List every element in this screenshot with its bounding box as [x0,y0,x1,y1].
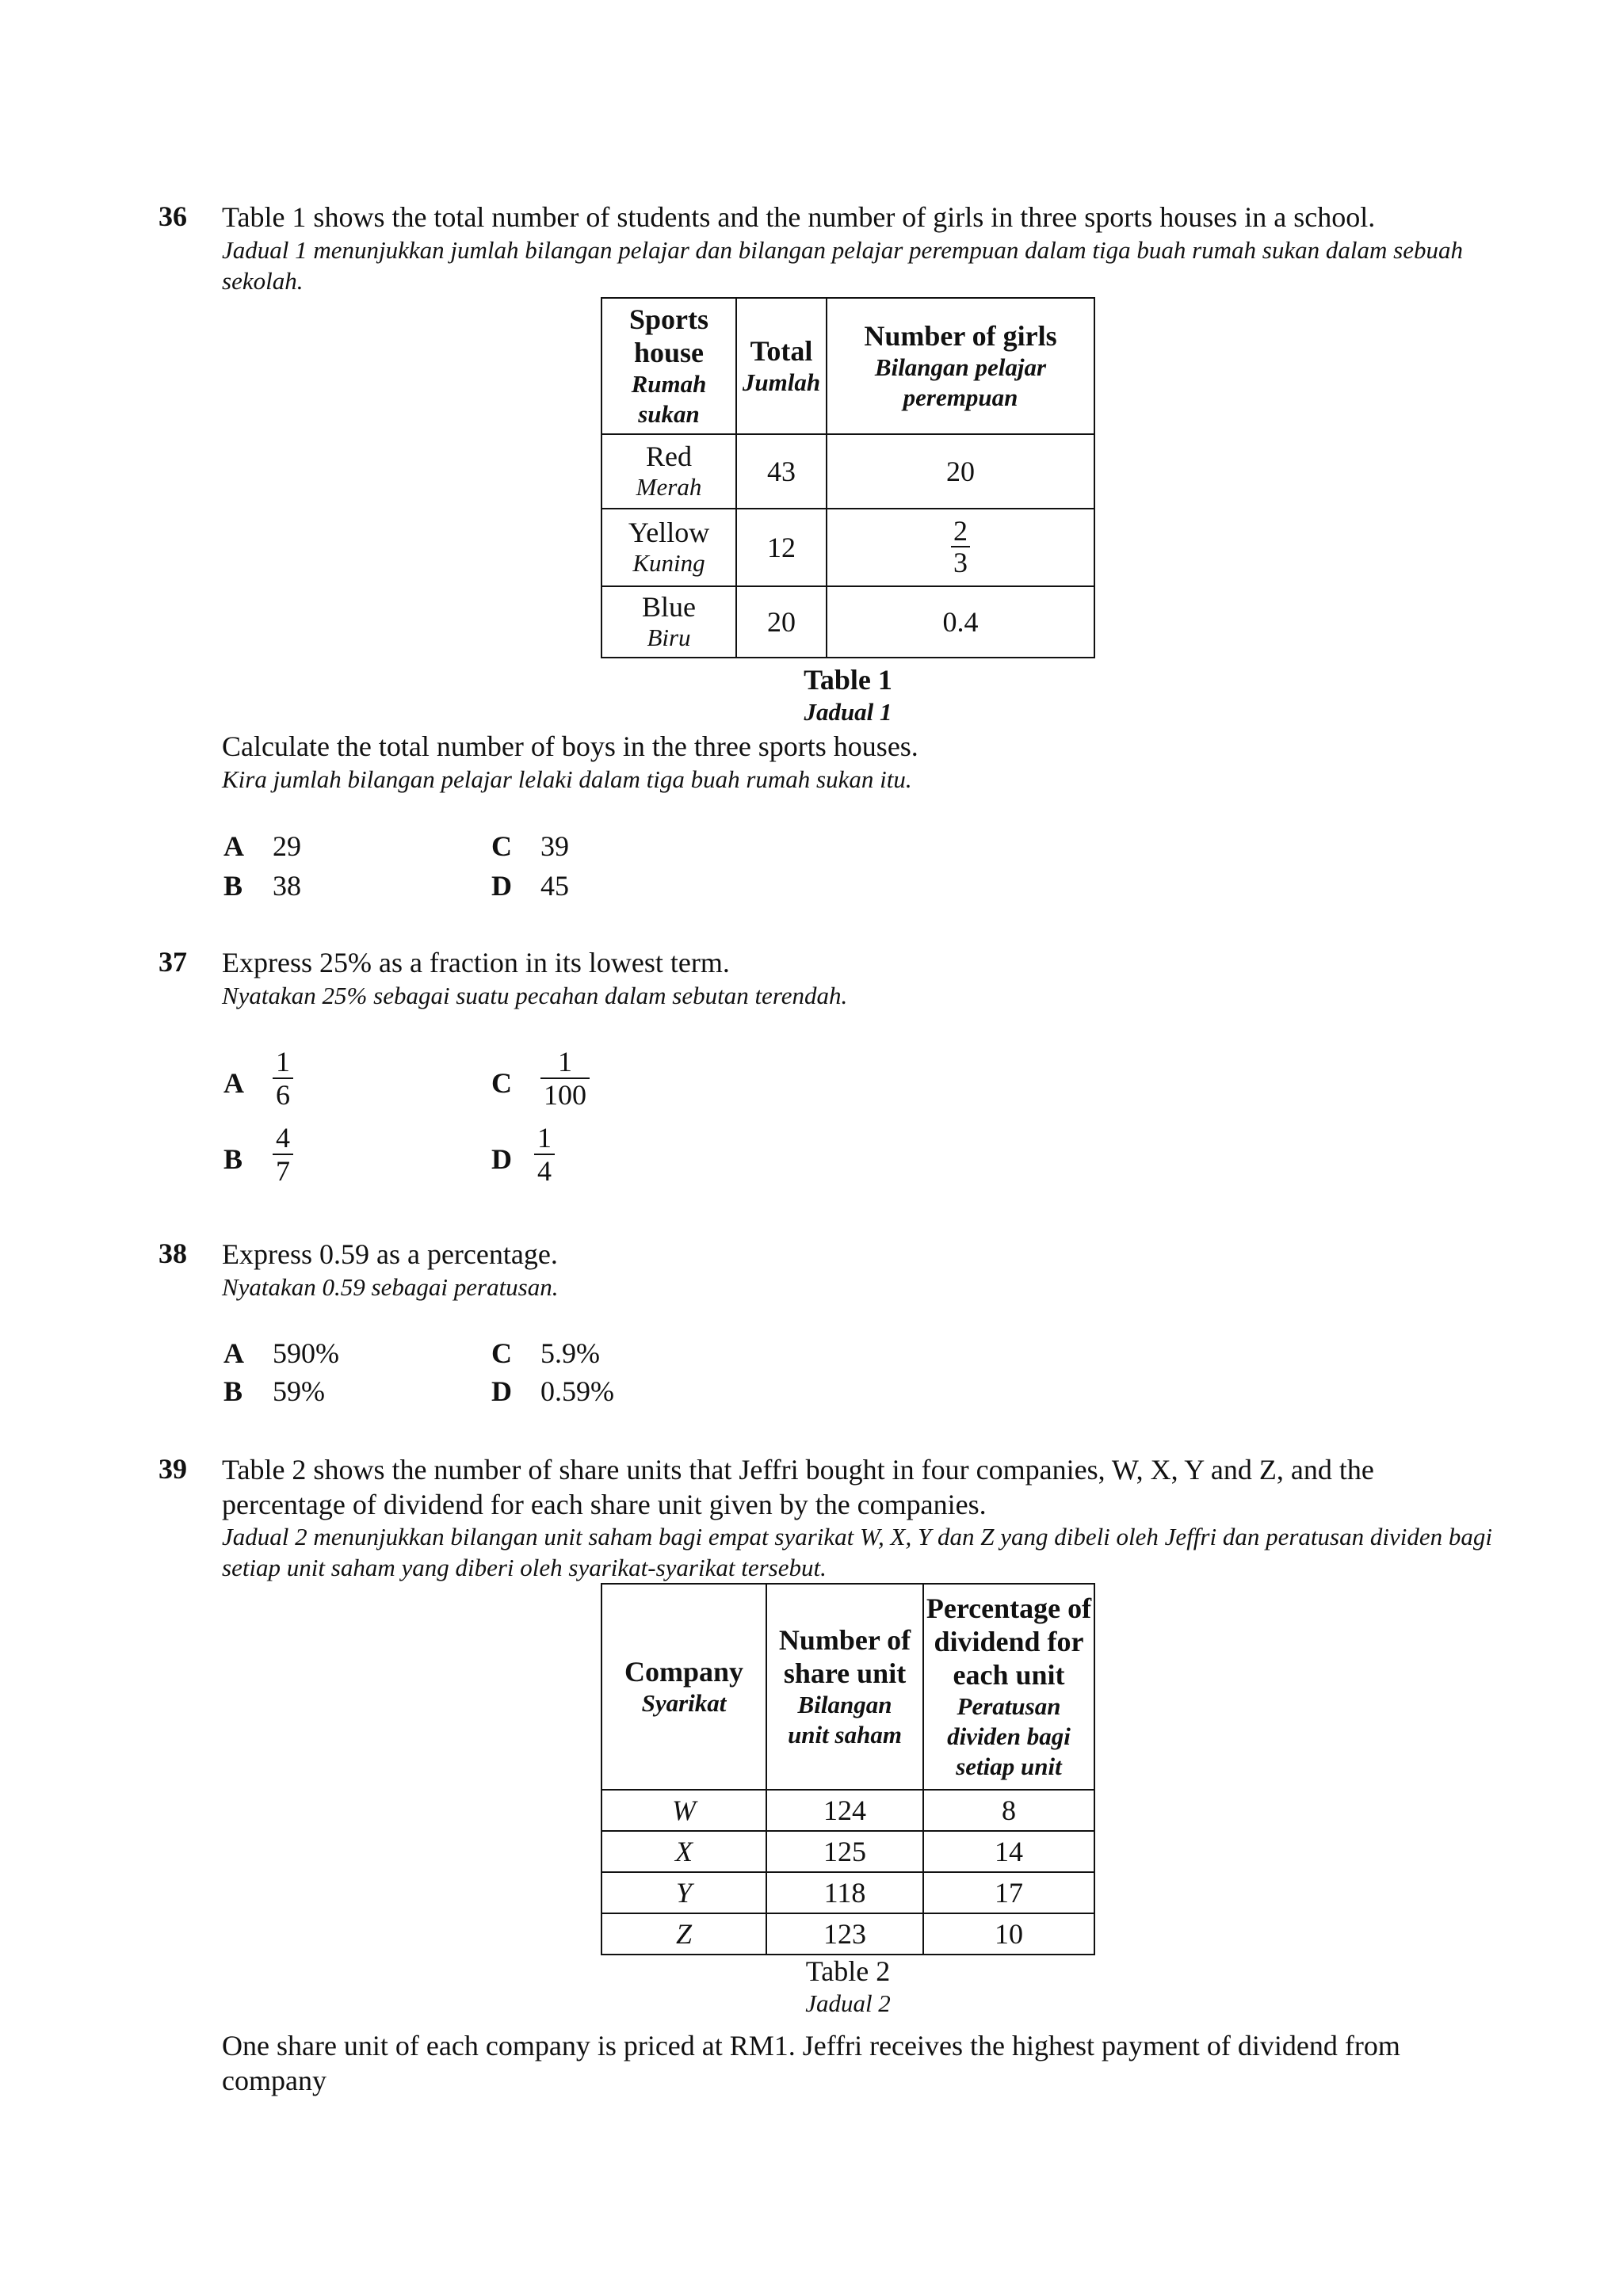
table-row: Yellow Kuning 12 $\frac{2}{3}$ [601,509,1094,586]
question-text-en-line2: percentage of dividend for each share unit given by the companies. [222,1489,987,1520]
header-number-of-girls: Number of girls Bilangan pelajar perempuan [827,298,1094,434]
header-total: Total Jumlah [736,298,827,434]
question-prompt-ms: Kira jumlah bilangan pelajar lelaki dalam tiga buah rumah sukan itu. [222,765,912,793]
option-c[interactable]: C $\frac{1}{100}$ [491,1046,650,1117]
table-row: Z 123 10 [601,1913,1094,1955]
question-text-ms: Nyatakan 25% sebagai suatu pecahan dalam sebutan terendah. [222,982,848,1009]
question-text-ms: Jadual 2 menunjukkan bilangan unit saham bagi empat syarikat W, X, Y dan Z yang dibeli oleh Jeffri dan peratusan dividen bagi setiap unit saham yang diberi oleh syarikat-syarikat tersebut. [222,1523,1492,1581]
table-row: Red Merah 43 20 [601,434,1094,509]
header-percentage-of-dividend: Percentage of dividend for each unit Peratusan dividen bagi setiap unit [923,1584,1094,1790]
question-text-ms: Jadual 1 menunjukkan jumlah bilangan pelajar dan bilangan pelajar perempuan dalam tiga buah rumah sukan dalam sebuah sekolah. [222,236,1463,295]
sports-house-table [601,297,1095,658]
table-row: X 125 14 [601,1831,1094,1872]
share-unit-table [601,1583,1095,1955]
option-a[interactable]: A $\frac{1}{6}$ [223,1046,382,1117]
question-prompt-en: One share unit of each company is priced at RM1. Jeffri receives the highest payment of dividend from company [222,2030,1400,2096]
header-number-of-share-unit: Number of share unit Bilangan unit saham [766,1584,923,1790]
fraction: $\frac{2}{3}$ [951,516,970,578]
table-row: W 124 8 [601,1790,1094,1831]
question-text-en: Express 25% as a fraction in its lowest term. [222,947,730,978]
question-text-en-line1: Table 2 shows the number of share units that Jeffri bought in four companies, W, X, Y and Z, and the [222,1454,1374,1486]
question-number: 38 [158,1238,187,1269]
table-row: Blue Biru 20 0.4 [601,586,1094,658]
option-b[interactable]: B $\frac{4}{7}$ [223,1122,382,1193]
question-number: 36 [158,200,187,232]
question-text-ms: Nyatakan 0.59 sebagai peratusan. [222,1273,559,1301]
question-text-en: Express 0.59 as a percentage. [222,1238,558,1270]
option-d[interactable]: D $\frac{1}{4}$ [491,1122,650,1193]
question-text-en: Table 1 shows the total number of students and the number of girls in three sports houses in a school. [222,201,1376,233]
question-number: 39 [158,1453,187,1485]
header-company: Company Syarikat [601,1584,766,1790]
question-number: 37 [158,946,187,978]
table-caption: Table 1 Jadual 1 [804,664,892,726]
header-sports-house: Sports house Rumah sukan [601,298,736,434]
table-row: Y 118 17 [601,1872,1094,1913]
question-prompt-en: Calculate the total number of boys in the three sports houses. [222,730,918,762]
table-caption: Table 2 Jadual 2 [805,1955,891,2017]
